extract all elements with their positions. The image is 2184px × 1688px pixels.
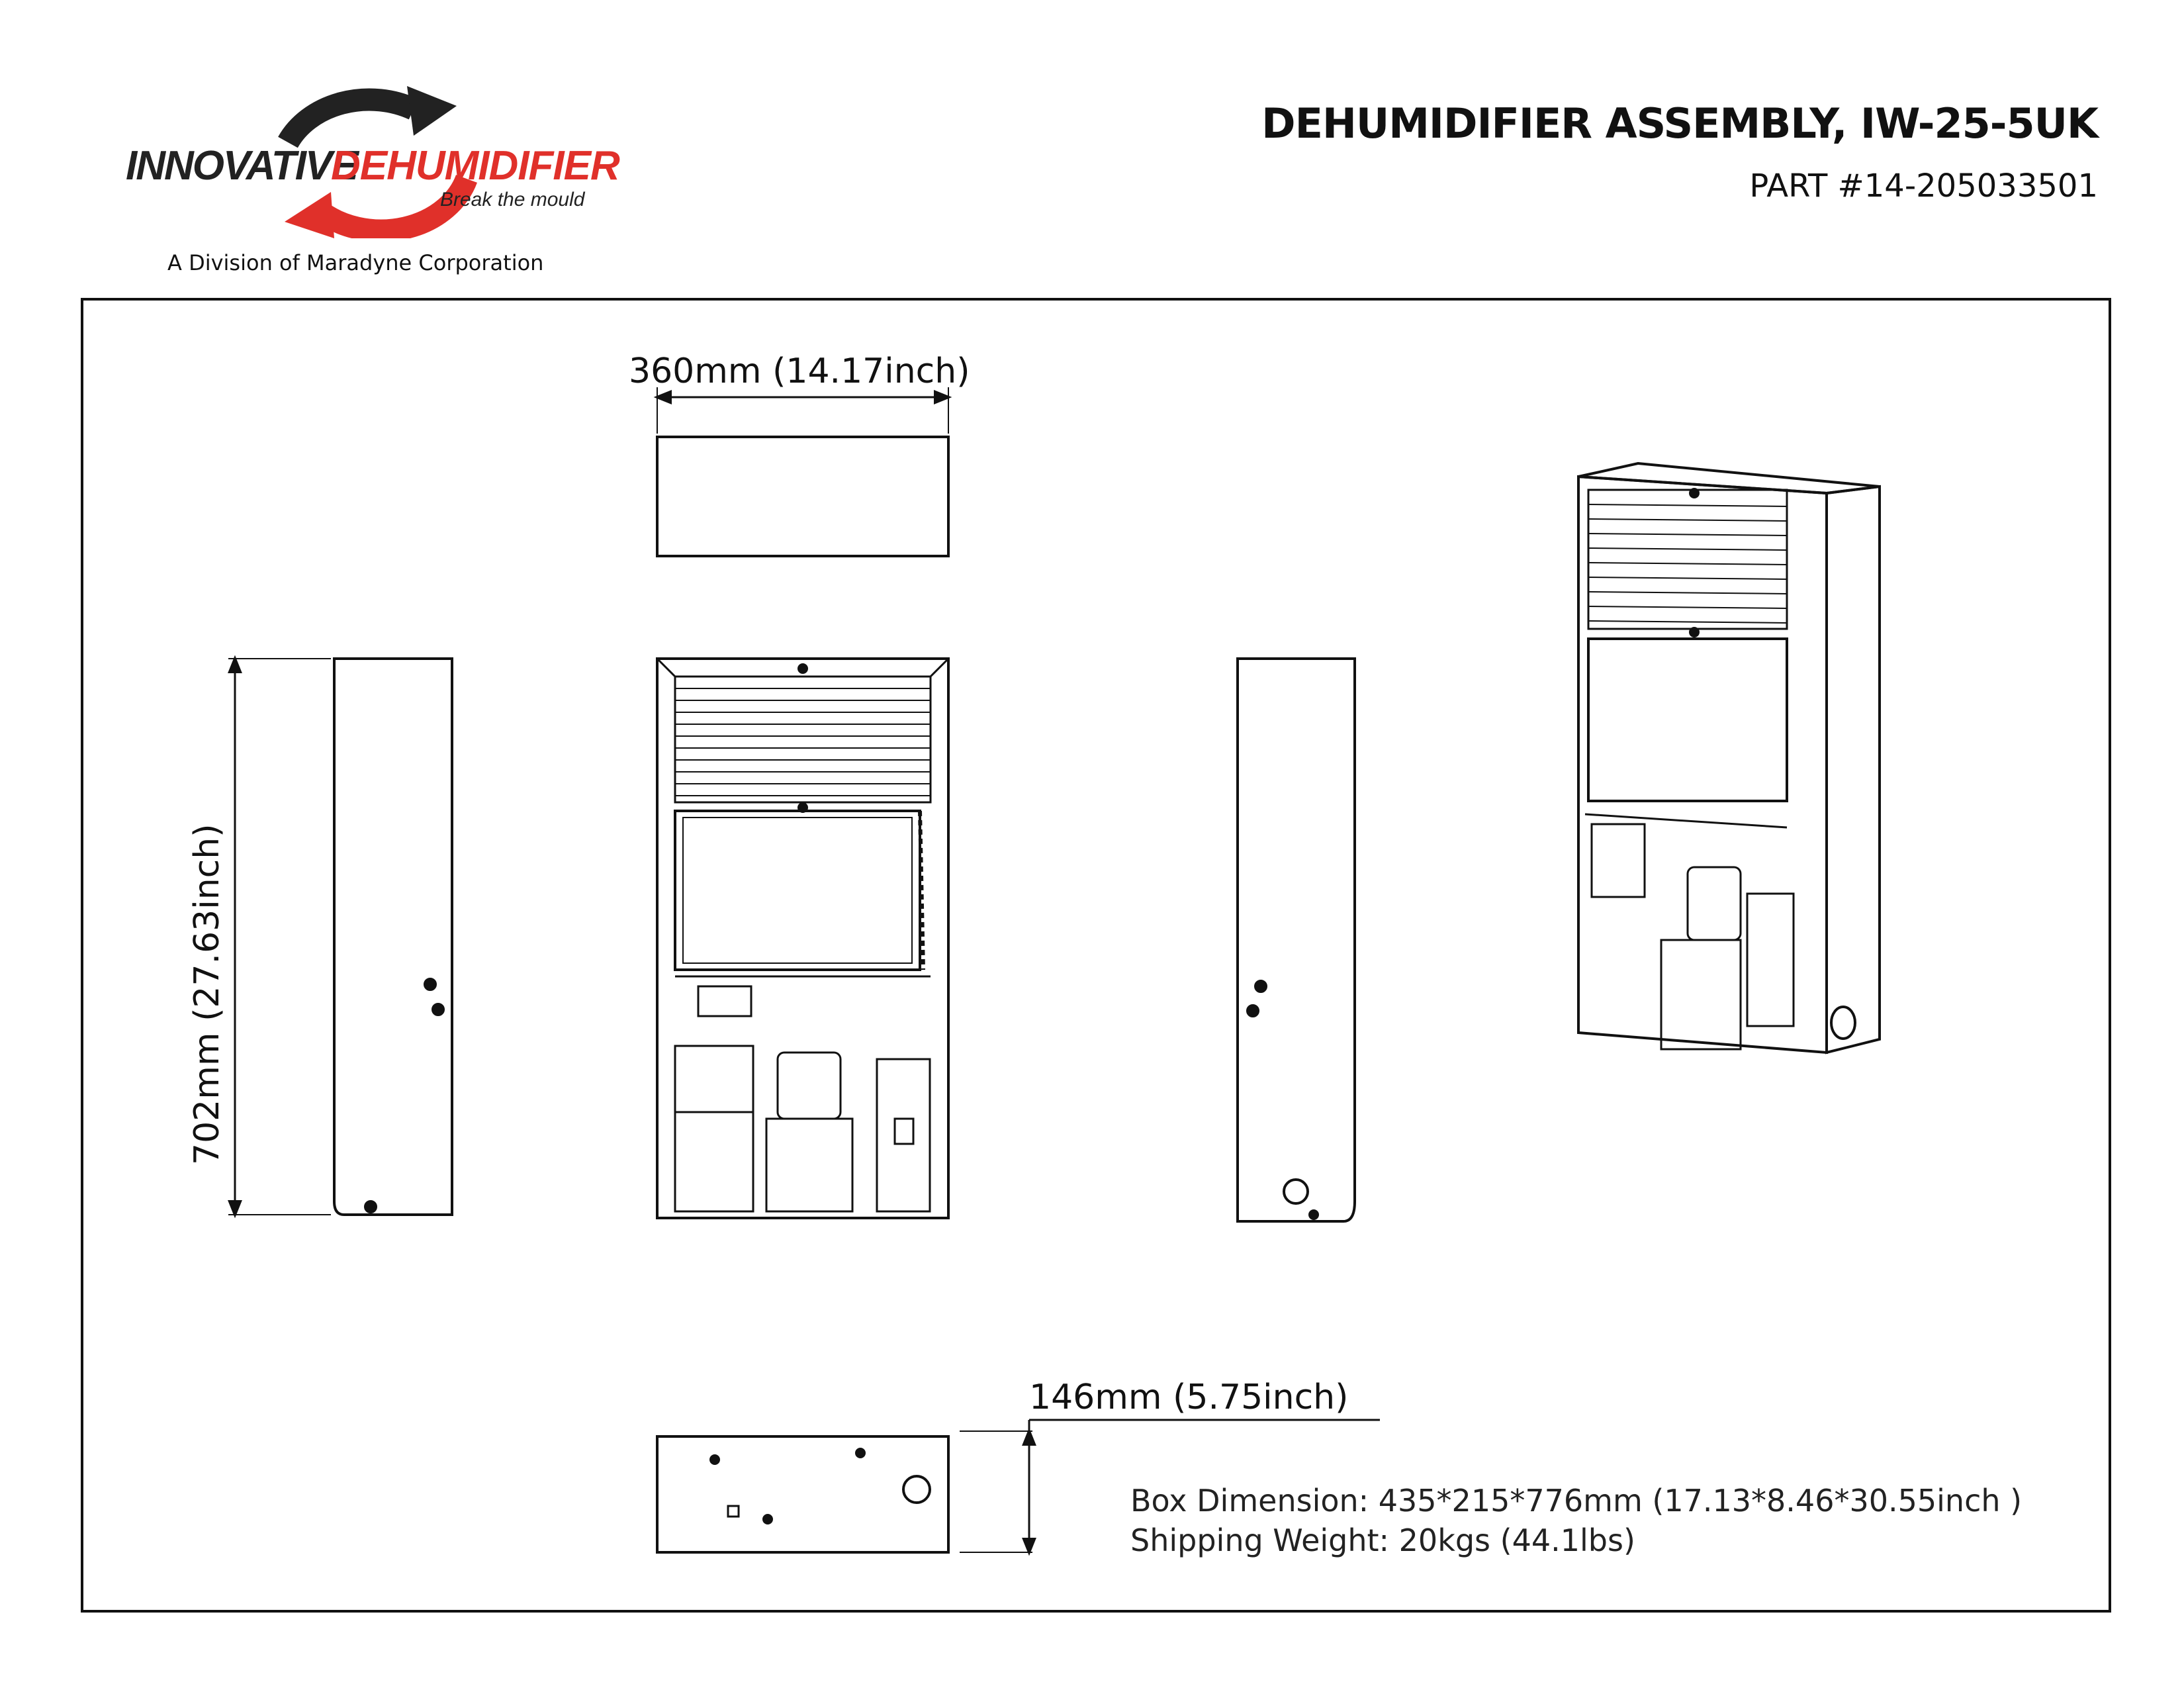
logo-tagline: Break the mould (440, 189, 585, 211)
right-side-view (1238, 659, 1355, 1221)
left-side-view (228, 659, 452, 1215)
shipping-weight-text: Shipping Weight: 20kgs (44.1lbs) (1130, 1523, 1635, 1558)
division-text: A Division of Maradyne Corporation (167, 250, 544, 275)
logo-word-dehumidifier: DEHUMIDIFIER (331, 143, 619, 189)
part-number: PART #14-205033501 (1749, 167, 2098, 205)
dim-width-label: 360mm (14.17inch) (629, 352, 970, 391)
isometric-view (1578, 463, 1880, 1053)
front-view (657, 659, 948, 1218)
dim-depth-label: 146mm (5.75inch) (1029, 1378, 1349, 1417)
page-title: DEHUMIDIFIER ASSEMBLY, IW-25-5UK (1261, 99, 2098, 148)
dim-height-label: 702mm (27.63inch) (187, 823, 227, 1165)
top-view (657, 387, 948, 556)
logo-word-innovative: INNOVATIVE (126, 143, 357, 189)
box-dimension-text: Box Dimension: 435*215*776mm (17.13*8.46*30.55inch ) (1130, 1483, 2023, 1519)
